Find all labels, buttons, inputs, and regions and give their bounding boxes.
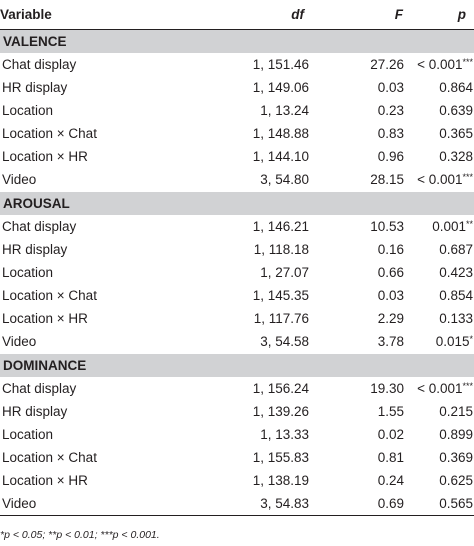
section-header-row [0,30,474,54]
table-row [0,238,474,261]
row-p-cell [405,377,474,400]
table-row [0,53,474,76]
significance-stars: * [469,333,473,344]
row-p-value: 0.015 [435,333,470,349]
row-p-cell [405,145,474,168]
row-f-value: 0.03 [377,287,404,303]
column-header-variable: Variable [0,0,208,30]
row-df-value: 1, 155.83 [252,449,309,465]
table-row [0,168,474,192]
row-f-value: 27.26 [370,56,404,72]
column-header-f: F [310,0,405,30]
row-df-value: 1, 138.19 [252,472,309,488]
column-header-df: df [208,0,310,30]
row-p-cell [405,469,474,492]
row-f-value: 0.81 [377,449,404,465]
row-variable-label: HR display [2,241,68,257]
row-p-value: 0.215 [439,403,473,419]
row-variable-label: Location [2,426,54,442]
row-df-value: 1, 139.26 [252,403,309,419]
row-p-value: 0.369 [439,449,473,465]
row-p-value: 0.687 [439,241,473,257]
table-body [0,30,474,516]
row-p-cell [405,400,474,423]
table-row [0,492,474,516]
row-df-value: 3, 54.80 [260,171,309,187]
row-df-value: 1, 27.07 [260,264,309,280]
row-p-cell [405,168,474,192]
row-p-value: 0.899 [439,426,473,442]
row-df-value: 1, 145.35 [252,287,309,303]
row-df-value: 1, 149.06 [252,79,309,95]
row-variable-label: Video [2,333,37,349]
section-header-row [0,192,474,216]
row-p-cell [405,122,474,145]
row-p-cell [405,53,474,76]
row-f-value: 0.24 [377,472,404,488]
row-df-value: 1, 148.88 [252,125,309,141]
row-f-value: 0.83 [377,125,404,141]
table-row [0,215,474,238]
row-variable-label: Chat display [2,56,77,72]
table-row [0,284,474,307]
row-p-cell [405,215,474,238]
significance-stars: ** [465,218,473,229]
row-df-value: 1, 13.33 [260,426,309,442]
row-f-value: 0.02 [377,426,404,442]
table-row [0,145,474,168]
row-p-cell [405,492,474,516]
row-variable-label: Location [2,264,54,280]
row-df-value: 1, 118.18 [253,241,309,257]
row-p-value: 0.001 [432,218,466,234]
row-p-cell [405,330,474,354]
row-p-cell [405,284,474,307]
row-variable-label: HR display [2,403,68,419]
row-p-value: 0.133 [439,310,473,326]
row-p-value: 0.625 [439,472,473,488]
table-row [0,99,474,122]
row-variable-label: Video [2,171,37,187]
row-p-value: < 0.001 [417,56,463,72]
section-title: DOMINANCE [0,354,474,378]
table-row [0,400,474,423]
row-f-value: 0.03 [377,79,404,95]
column-header-p: p [405,0,474,30]
row-df-value: 1, 117.76 [253,310,309,326]
table-row [0,307,474,330]
row-f-value: 0.96 [377,148,404,164]
row-df-value: 1, 144.10 [252,148,309,164]
table-footnote: *p < 0.05; **p < 0.01; ***p < 0.001. [0,529,160,541]
row-f-value: 10.53 [370,218,404,234]
table-row [0,446,474,469]
significance-stars: *** [462,171,473,182]
row-p-cell [405,261,474,284]
row-variable-label: HR display [2,79,68,95]
section-title: AROUSAL [0,192,474,216]
row-p-cell [405,307,474,330]
table-row [0,423,474,446]
significance-stars: *** [462,56,473,67]
row-p-value: < 0.001 [417,380,463,396]
table-header [0,0,474,30]
row-p-value: 0.854 [439,287,473,303]
row-df-value: 1, 156.24 [252,380,309,396]
row-p-value: 0.423 [439,264,473,280]
row-f-value: 28.15 [370,171,404,187]
row-p-value: 0.639 [439,102,473,118]
row-p-cell [405,99,474,122]
row-variable-label: Location × Chat [2,125,97,141]
row-f-value: 0.69 [310,492,405,516]
table-row [0,261,474,284]
row-f-value: 19.30 [370,380,404,396]
row-p-value: 0.365 [439,125,473,141]
row-f-value: 0.66 [377,264,404,280]
table-row [0,76,474,99]
row-f-value: 2.29 [377,310,404,326]
row-variable-label: Location [2,102,54,118]
row-df-value: 1, 146.21 [252,218,309,234]
row-variable-label: Location × Chat [2,287,97,303]
row-variable-label: Video [0,492,208,516]
header-row [0,0,474,30]
row-p-cell [405,76,474,99]
significance-stars: *** [462,380,473,391]
row-f-value: 0.23 [377,102,404,118]
row-df-value: 1, 151.46 [252,56,309,72]
table-row [0,122,474,145]
row-variable-label: Location × HR [2,148,88,164]
row-f-value: 3.78 [377,333,404,349]
row-variable-label: Location × Chat [2,449,97,465]
table-row [0,377,474,400]
section-header-row [0,354,474,378]
table-row [0,330,474,354]
row-p-cell [405,423,474,446]
row-f-value: 1.55 [377,403,404,419]
row-p-value: 0.864 [439,79,473,95]
row-df-value: 1, 13.24 [260,102,309,118]
section-title: VALENCE [0,30,474,54]
row-p-cell [405,446,474,469]
row-df-value: 3, 54.83 [208,492,310,516]
row-p-cell [405,238,474,261]
row-variable-label: Chat display [2,380,77,396]
row-variable-label: Location × HR [2,472,88,488]
row-f-value: 0.16 [377,241,404,257]
row-p-value: < 0.001 [417,171,463,187]
row-df-value: 3, 54.58 [260,333,309,349]
row-variable-label: Chat display [2,218,77,234]
row-p-value: 0.328 [439,148,473,164]
row-p-value: 0.565 [439,495,473,511]
row-variable-label: Location × HR [2,310,88,326]
table-row [0,469,474,492]
